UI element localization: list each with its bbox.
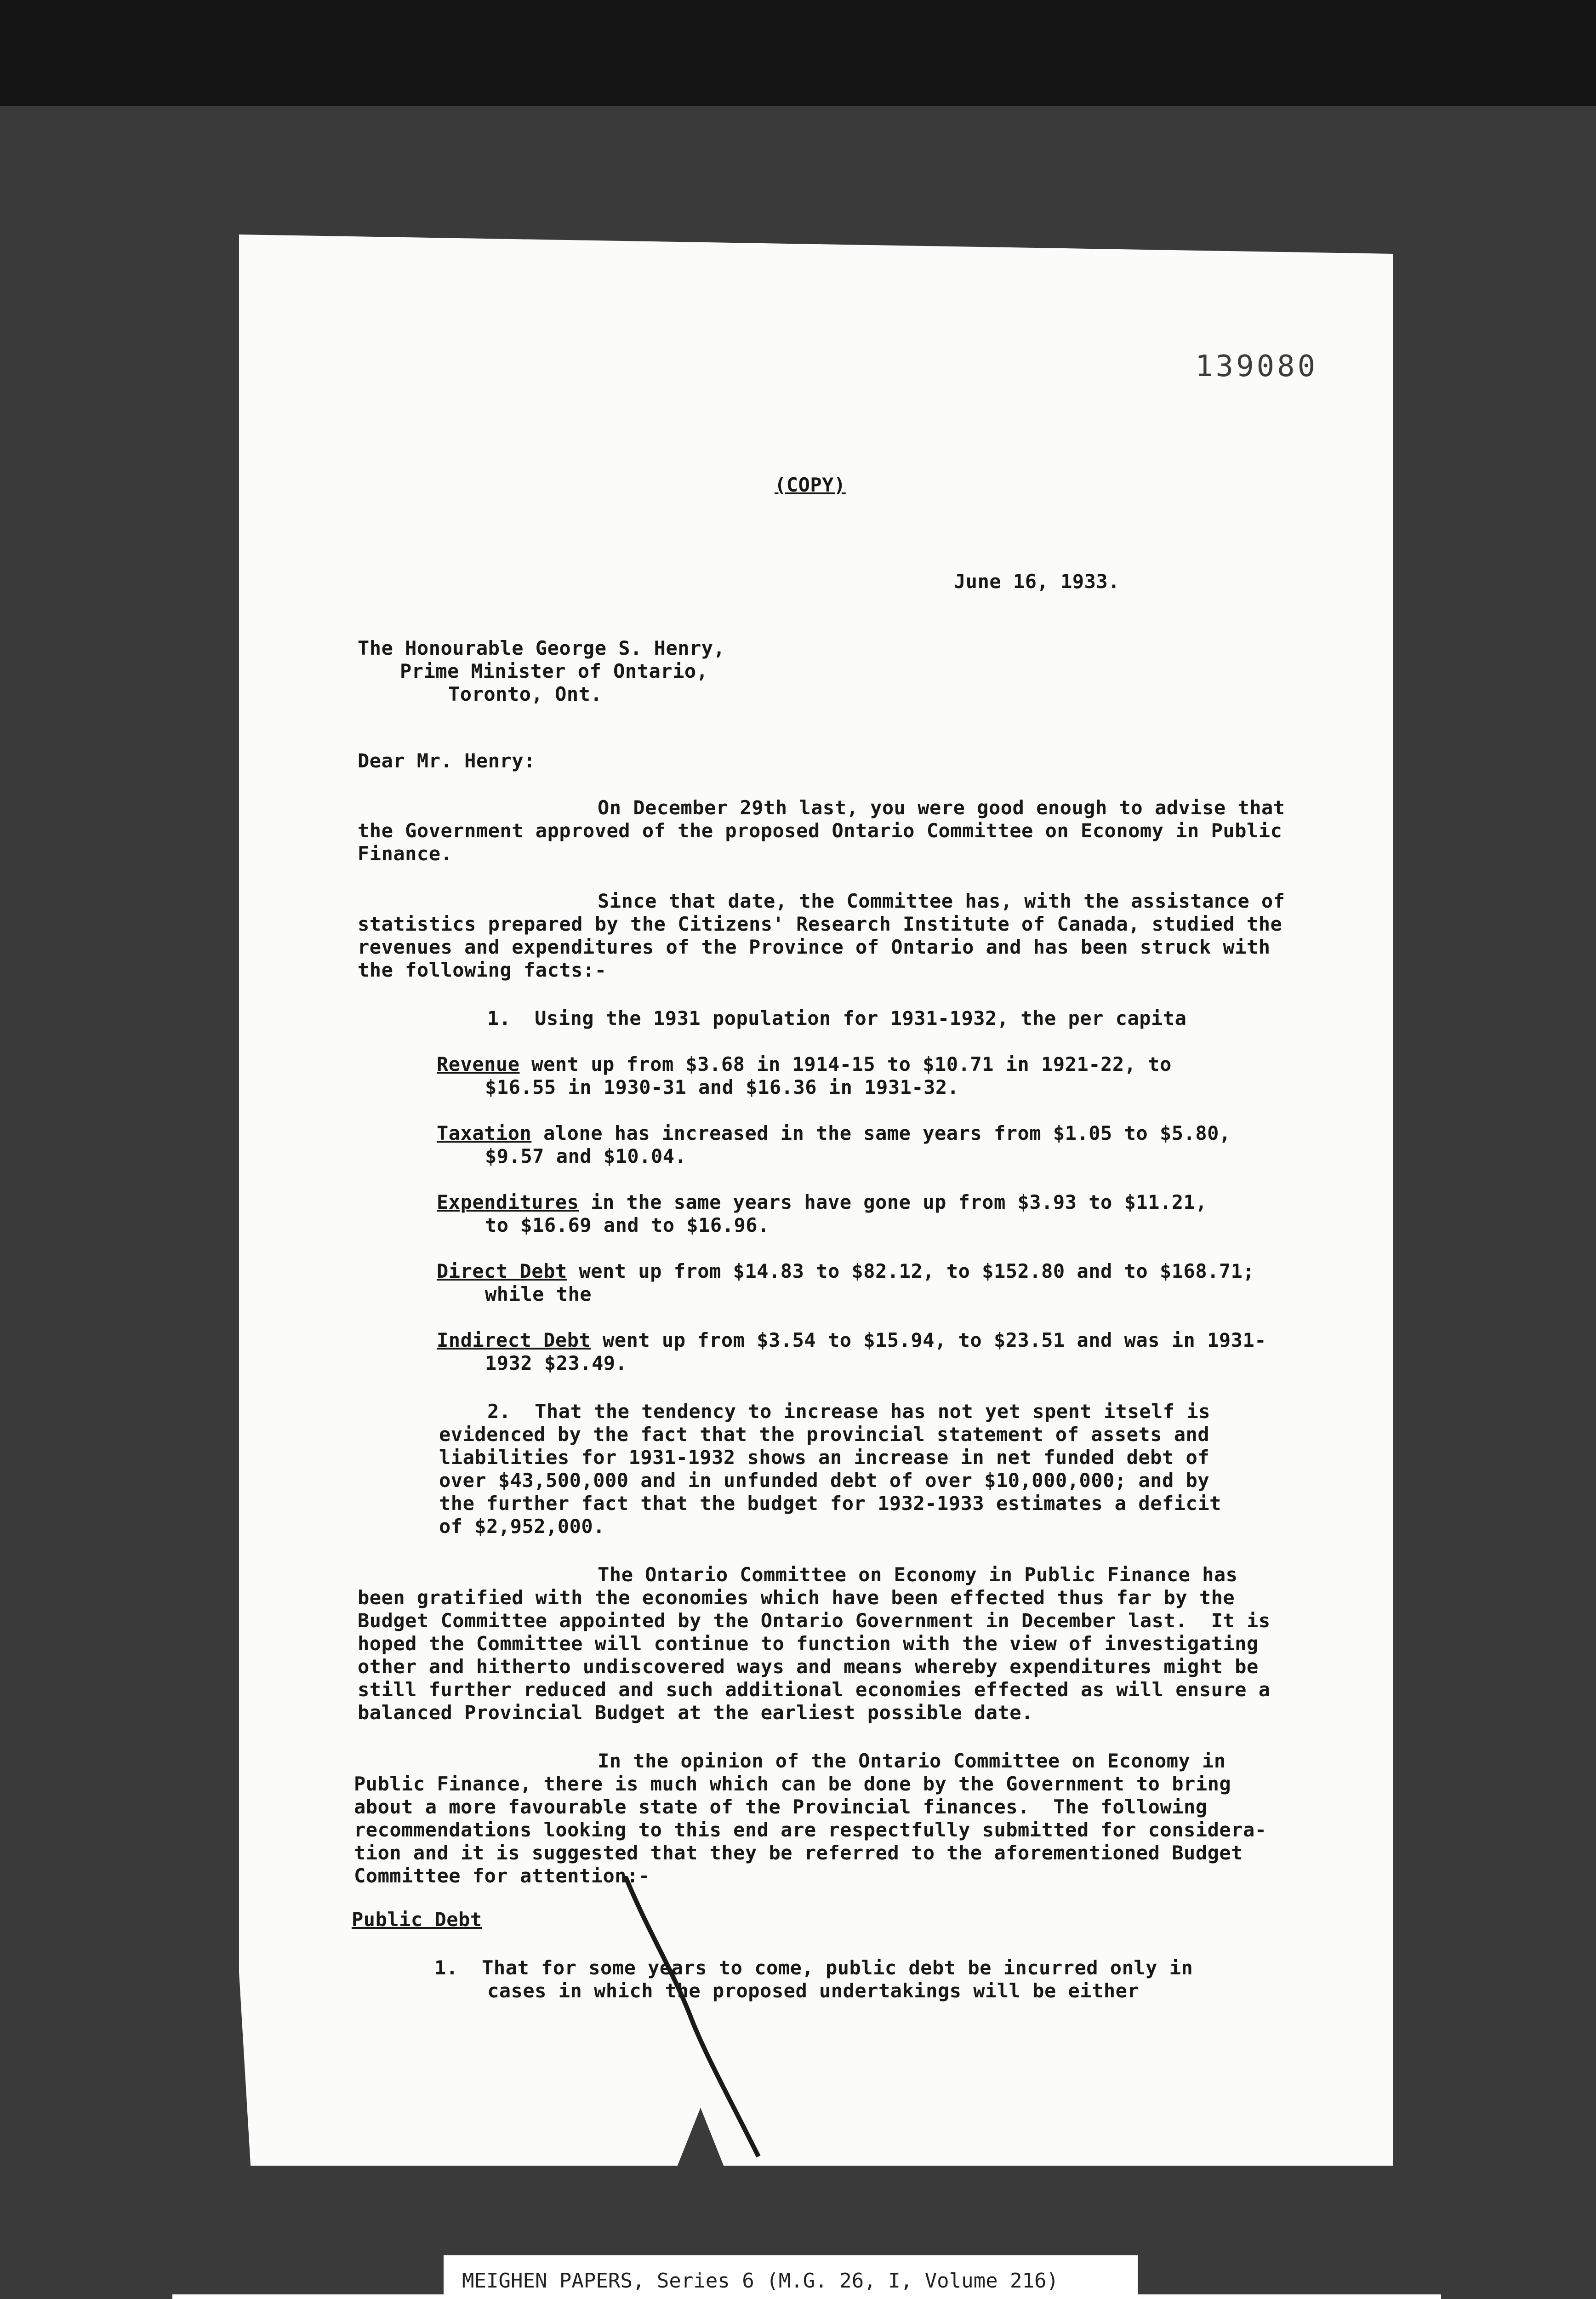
fact-text: in the same years have gone up from $3.93 to $11.21, <box>579 1191 1208 1213</box>
fact-text: went up from $3.54 to $15.94, to $23.51 and was in 1931- <box>591 1329 1267 1351</box>
text-line: still further reduced and such additional economies effected as will ensure a <box>358 1678 1271 1701</box>
text-line: tion and it is suggested that they be referred to the aforementioned Budget <box>354 1841 1243 1864</box>
series-label-tab <box>444 2255 1138 2299</box>
text-line: Public Finance, there is much which can be done by the Government to bring <box>354 1773 1231 1795</box>
text-line <box>437 1329 1266 1352</box>
copy-heading: (COPY) <box>775 474 846 496</box>
text-line: balanced Provincial Budget at the earliest possible date. <box>358 1701 1033 1724</box>
recipient-line: Toronto, Ont. <box>448 683 603 705</box>
fact-label: Direct Debt <box>437 1260 567 1282</box>
text-line: Committee for attention:- <box>354 1864 650 1887</box>
recipient-line: The Honourable George S. Henry, <box>358 637 725 659</box>
text-line: hoped the Committee will continue to function with the view of investigating <box>358 1632 1259 1655</box>
text-line: the further fact that the budget for 1932-1933 estimates a deficit <box>439 1492 1221 1515</box>
text-line: while the <box>485 1283 592 1305</box>
fact-text: went up from $3.68 in 1914-15 to $10.71 in 1921-22, to <box>519 1053 1172 1075</box>
text-line: about a more favourable state of the Provincial finances. The following <box>354 1796 1208 1818</box>
text-line: to $16.69 and to $16.96. <box>485 1214 770 1236</box>
text-line: 1932 $23.49. <box>485 1352 627 1374</box>
text-line: the Government approved of the proposed Ontario Committee on Economy in Public <box>358 819 1282 842</box>
text-line <box>437 1260 1254 1283</box>
item-1-intro: 1. Using the 1931 population for 1931-1932, the per capita <box>487 1007 1187 1029</box>
text-line: 2. That the tendency to increase has not yet spent itself is <box>487 1400 1210 1423</box>
paper-tear-mark <box>621 1876 786 2161</box>
text-line: been gratified with the economies which have been effected thus far by the <box>358 1586 1235 1609</box>
text-line: 1. That for some years to come, public debt be incurred only in <box>434 1956 1193 1979</box>
text-line: On December 29th last, you were good enough to advise that <box>598 796 1285 819</box>
text-line <box>437 1191 1207 1214</box>
text-line: of $2,952,000. <box>439 1515 605 1538</box>
fact-label: Expenditures <box>437 1191 579 1213</box>
text-line: other and hitherto undiscovered ways and means whereby expenditures might be <box>358 1655 1259 1678</box>
section-heading-public-debt: Public Debt <box>352 1908 482 1931</box>
text-line: statistics prepared by the Citizens' Research Institute of Canada, studied the <box>358 913 1282 935</box>
document-number: 139080 <box>1195 349 1318 383</box>
text-line: The Ontario Committee on Economy in Public Finance has <box>598 1563 1238 1586</box>
text-line: $16.55 in 1930-31 and $16.36 in 1931-32. <box>485 1076 959 1098</box>
text-line: the following facts:- <box>358 959 607 981</box>
fact-label: Indirect Debt <box>437 1329 591 1351</box>
recipient-line: Prime Minister of Ontario, <box>400 660 708 682</box>
text-line: Since that date, the Committee has, with the assistance of <box>598 890 1285 912</box>
text-line: liabilities for 1931-1932 shows an increase in net funded debt of <box>439 1446 1210 1469</box>
fact-label: Revenue <box>437 1053 520 1075</box>
text-line: Finance. <box>358 842 453 865</box>
text-line: recommendations looking to this end are respectfully submitted for considera- <box>354 1819 1267 1841</box>
letter-date: June 16, 1933. <box>954 570 1120 593</box>
fact-text: alone has increased in the same years from $1.05 to $5.80, <box>531 1122 1231 1144</box>
fact-text: went up from $14.83 to $82.12, to $152.80 and to $168.71; <box>567 1260 1255 1282</box>
text-line: $9.57 and $10.04. <box>485 1145 687 1167</box>
text-line <box>437 1122 1231 1145</box>
series-label: MEIGHEN PAPERS, Series 6 (M.G. 26, I, Volume 216) <box>462 2269 1059 2293</box>
text-line: In the opinion of the Ontario Committee on Economy in <box>598 1750 1226 1772</box>
text-line: cases in which the proposed undertakings will be either <box>487 1979 1140 2002</box>
text-line: evidenced by the fact that the provincial statement of assets and <box>439 1423 1210 1446</box>
fact-label: Taxation <box>437 1122 532 1144</box>
text-line: Budget Committee appointed by the Ontario Government in December last. It is <box>358 1609 1271 1632</box>
text-line: over $43,500,000 and in unfunded debt of over $10,000,000; and by <box>439 1469 1210 1492</box>
text-line <box>437 1053 1172 1076</box>
text-line: revenues and expenditures of the Province of Ontario and has been struck with <box>358 936 1271 958</box>
salutation: Dear Mr. Henry: <box>358 749 536 772</box>
